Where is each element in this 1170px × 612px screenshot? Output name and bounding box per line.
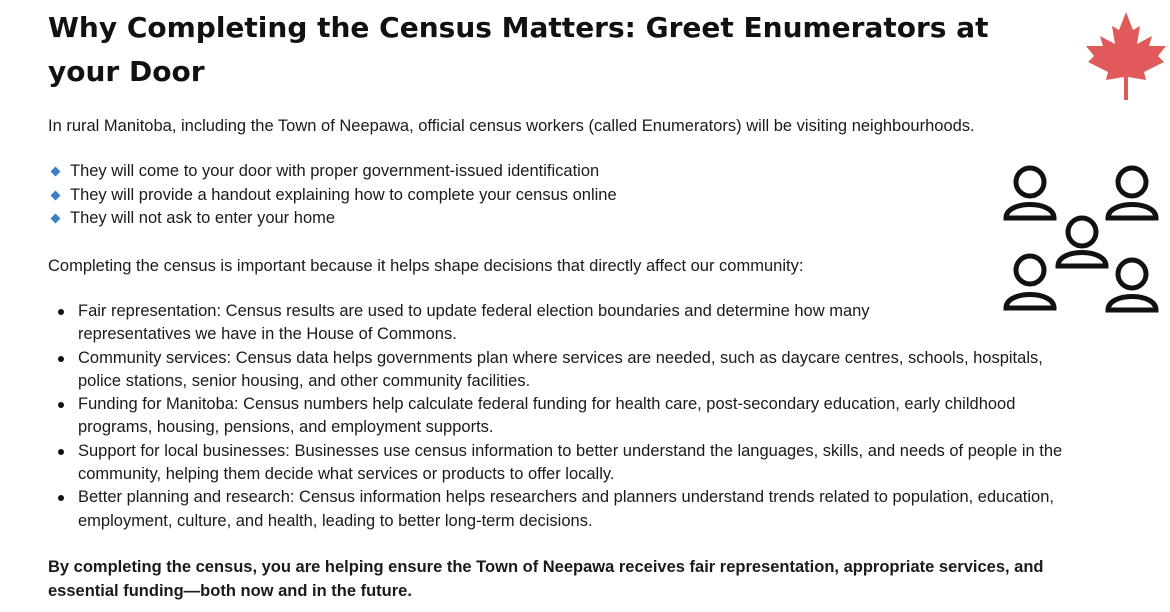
page-title: Why Completing the Census Matters: Greet Enumerators at your Door [48, 11, 989, 88]
list-item: They will provide a handout explaining how to complete your census online [50, 184, 617, 208]
bullet-icon [58, 402, 64, 408]
diamond-bullet-icon [51, 214, 61, 224]
closing-paragraph: By completing the census, you are helping ensure the Town of Neepawa receives fair representation, appropriate services, and essential funding—both now and in the future. [48, 558, 1044, 600]
person-icon [1006, 168, 1054, 218]
maple-leaf-icon [1082, 10, 1170, 102]
list-item: Community services: Census data helps governments plan where services are needed, such as daycare centres, schools, hospitals, police stations, senior housing, and other community facilities. [56, 347, 1066, 394]
importance-lead: Completing the census is important because it helps shape decisions that directly affect our community: [48, 257, 804, 275]
diamond-bullet-icon [51, 190, 61, 200]
list-item: Better planning and research: Census information helps researchers and planners understand trends related to population, education, employment, culture, and health, leading to better long-term decisions. [56, 486, 1066, 533]
reasons-list [56, 300, 1066, 533]
list-item: They will not ask to enter your home [50, 207, 617, 231]
list-item: Funding for Manitoba: Census numbers help calculate federal funding for health care, post-secondary education, early childhood programs, housing, pensions, and employment supports. [56, 393, 1066, 440]
bullet-icon [58, 449, 64, 455]
bullet-icon [58, 309, 64, 315]
enumerator-points-list [50, 160, 617, 231]
diamond-bullet-icon [51, 167, 61, 177]
person-icon [1058, 218, 1106, 266]
person-icon [1108, 168, 1156, 218]
list-item: Fair representation: Census results are used to update federal election boundaries and determine how many representatives we have in the House of Commons. [56, 300, 1066, 347]
bullet-icon [58, 495, 64, 501]
person-icon [1108, 260, 1156, 310]
bullet-icon [58, 356, 64, 362]
intro-paragraph: In rural Manitoba, including the Town of Neepawa, official census workers (called Enumerators) will be visiting neighbourhoods. [48, 117, 975, 135]
list-item: They will come to your door with proper government-issued identification [50, 160, 617, 184]
people-group-icon [1000, 162, 1166, 318]
list-item: Support for local businesses: Businesses use census information to better understand the languages, skills, and needs of people in the community, helping them decide what services or products to offer locally. [56, 440, 1066, 487]
